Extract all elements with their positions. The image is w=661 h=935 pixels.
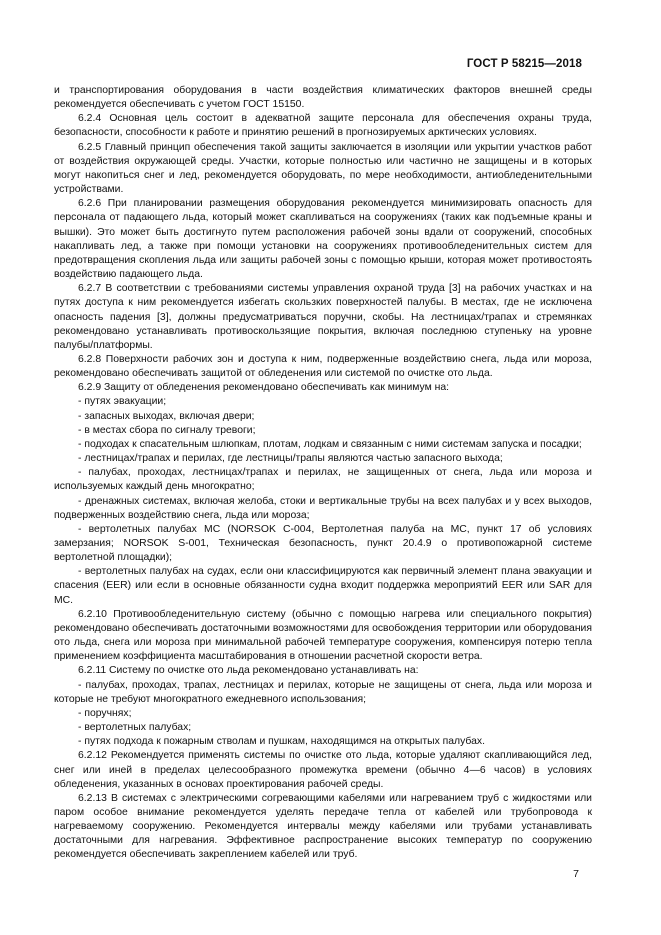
paragraph: 6.2.4 Основная цель состоит в адекватной защите персонала для обеспечения охраны труда, безопасности, способности к работе и принятию решений в прогнозируемых арктических условиях.: [54, 113, 592, 139]
paragraph: 6.2.9 Защиту от обледенения рекомендовано обеспечивать как минимум на:: [78, 382, 450, 394]
paragraph: - путях подхода к пожарным стволам и пушкам, находящимся на открытых палубах.: [78, 736, 486, 748]
paragraph: - лестницах/трапах и перилах, где лестницы/трапы являются частью запасного выхода;: [78, 453, 503, 465]
paragraph: - дренажных системах, включая желоба, стоки и вертикальные трубы на всех палубах и у всех выходов, подверженных воздействию снега, льда или мороза;: [54, 495, 592, 521]
paragraph: - палубах, проходах, трапах, лестницах и перилах, которые не защищены от снега, льда или мороза и которые не требуют многократного ежедневного использования;: [54, 679, 592, 705]
paragraph: 6.2.12 Рекомендуется применять системы по очистке ото льда, которые удаляют скапливающийся лед, снег или иней в пределах целесообразного промежутка времени (обычно 4—6 часов) в условиях обледенения, указанных в основах проектирования рабочей среды.: [54, 750, 592, 790]
paragraph: - вертолетных палубах МС (NORSOK C-004, Вертолетная палуба на МС, пункт 17 об условиях замерзания; NORSOK S-001, Техническая безопасность, пункт 20.4.9 о противопожарной системе вертолетной площадки);: [54, 523, 592, 564]
paragraph: 6.2.8 Поверхности рабочих зон и доступа к ним, подверженные воздействию снега, льда или мороза, рекомендовано обеспечивать защитой от обледенения или системой по очистке ото льда.: [54, 353, 592, 380]
paragraph: и транспортирования оборудования в части воздействия климатических факторов внешней среды рекомендуется обеспечивать с учетом ГОСТ 15150.: [54, 85, 592, 111]
page-number: 7: [573, 868, 579, 880]
paragraph: - вертолетных палубах;: [78, 722, 192, 734]
paragraph: - поручнях;: [78, 707, 132, 719]
paragraph: 6.2.5 Главный принцип обеспечения такой защиты заключается в изоляции или укрытии участков работ от воздействия окружающей среды. Участки, которые полностью или частично не защищены и в которых могут накопиться снег и лед, рекомендуется оборудовать, по мере необходимости, антиобледенительными устройствами.: [54, 141, 592, 196]
paragraph: 6.2.6 При планировании размещения оборудования рекомендуется минимизировать опасность для персонала от падающего льда, который может скапливаться на сооружениях (таких как подъемные краны и вышки). Это может быть достигнуто путем расположения рабочей зоны вдали от сооружений, способных накапливать лед, а также при помощи установки на сооружениях противообледенительных систем для предотвращения скопления льда или защиты рабочей зоны с помощью крыши, которая может противостоять воздействию падающего льда.: [54, 198, 592, 281]
document-header: ГОСТ Р 58215—2018: [466, 58, 582, 70]
paragraph: 6.2.13 В системах с электрическими согревающими кабелями или нагреванием труб с жидкостями или паром особое внимание рекомендуется уделять передаче тепла от кабелей или трубопровода к нагреваемому сооружению. Рекомендуется интервалы между кабелями или трубами устанавливать достаточными для нагревания. Эффективное распространение высоких температур по сооружению рекомендуется обеспечивать закреплением кабелей или труб.: [54, 792, 592, 861]
paragraph: - палубах, проходах, лестницах/трапах и перилах, не защищенных от снега, льда или мороза и используемых каждый день многократно;: [54, 467, 592, 493]
paragraph: 6.2.7 В соответствии с требованиями системы управления охраной труда [3] на рабочих участках и на путях доступа к ним рекомендуется избегать скользких поверхностей палубы. В местах, где не исключена опасность падения [3], должны предусматриваться поручни, скобы. На лестницах/трапах и стремянках рекомендовано устанавливать противоскользящие покрытия, включая последнюю ступеньку на уровне палубы/платформы.: [54, 283, 592, 351]
paragraph: - путях эвакуации;: [78, 396, 167, 408]
document-body: [54, 84, 592, 863]
paragraph: - в местах сбора по сигналу тревоги;: [78, 424, 256, 436]
paragraph: - вертолетных палубах на судах, если они классифицируются как первичный элемент плана эвакуации и спасения (EER) или если в основные обязанности судна входит поддержка мероприятий EER или SAR для МС.: [54, 566, 592, 606]
paragraph: 6.2.11 Систему по очистке ото льда рекомендовано устанавливать на:: [78, 665, 419, 677]
paragraph: - подходах к спасательным шлюпкам, плотам, лодкам и связанным с ними системам запуска и посадки;: [78, 438, 582, 450]
paragraph: - запасных выходах, включая двери;: [78, 410, 255, 422]
paragraph: 6.2.10 Противообледенительную систему (обычно с помощью нагрева или специального покрытия) рекомендовано обеспечивать достаточными возможностями для освобождения территории или оборудования ото льда, снега или мороза при минимальной рабочей температуре сооружения, компенсируя потерю тепла применением коэффициента масштабирования в отношении расчетной скорости ветра.: [54, 608, 592, 663]
